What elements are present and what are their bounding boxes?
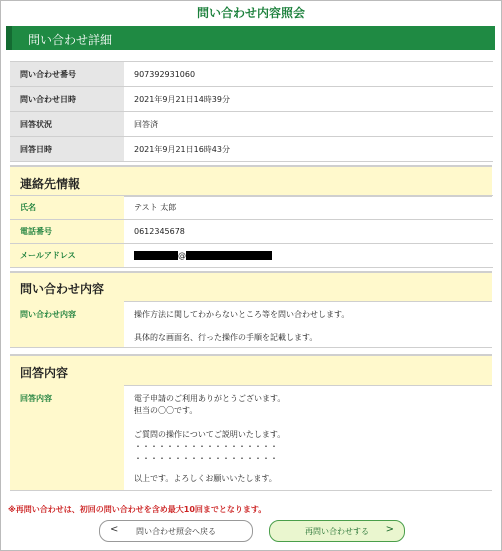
answer-line: ・・・・・・・・・・・・・・・・・・ bbox=[134, 442, 278, 451]
row-label: 回答状況 bbox=[10, 112, 124, 137]
inquiry-datetime-value: 2021年9月21日14時39分 bbox=[124, 87, 493, 112]
table-row bbox=[10, 87, 493, 112]
redacted-block bbox=[186, 251, 272, 260]
back-to-inquiry-list-button[interactable] bbox=[99, 520, 253, 542]
inquiry-content-label: 問い合わせ内容 bbox=[20, 310, 76, 319]
row-label: 氏名 bbox=[10, 196, 124, 220]
answer-line: 電子申請のご利用ありがとうございます。 bbox=[134, 394, 286, 403]
email-at-sign: @ bbox=[178, 251, 186, 260]
row-label: 問い合わせ日時 bbox=[10, 87, 124, 112]
phone-value: 0612345678 bbox=[124, 220, 493, 244]
answer-status-value: 回答済 bbox=[124, 112, 493, 137]
table-row bbox=[10, 137, 493, 162]
inquiry-content-cell bbox=[124, 301, 492, 348]
answer-content-cell bbox=[124, 385, 492, 491]
name-value: テスト 太郎 bbox=[124, 196, 493, 220]
inquiry-line: 操作方法に関してわからないところ等を問い合わせします。 bbox=[134, 310, 350, 319]
back-button-label: 問い合わせ照会へ戻る bbox=[136, 527, 216, 536]
chevron-right-icon: > bbox=[385, 524, 394, 535]
redacted-block bbox=[134, 251, 178, 260]
answer-section-header bbox=[10, 354, 492, 386]
inquiry-line: 具体的な画面名、行った操作の手順を記載します。 bbox=[134, 333, 318, 342]
answer-content-label: 回答内容 bbox=[20, 394, 52, 403]
page-title: 問い合わせ内容照会 bbox=[196, 6, 305, 20]
inquiry-info-table bbox=[10, 61, 493, 162]
answer-section-title: 回答内容 bbox=[20, 366, 69, 380]
contact-section-header bbox=[10, 165, 492, 197]
row-label: 電話番号 bbox=[10, 220, 124, 244]
answer-line: 担当の〇〇です。 bbox=[134, 406, 198, 415]
email-value bbox=[124, 244, 493, 268]
header-accent-bar bbox=[6, 26, 12, 50]
reinquire-button-label: 再問い合わせする bbox=[305, 527, 369, 536]
detail-header bbox=[6, 26, 495, 50]
contact-table bbox=[10, 195, 493, 268]
contact-section-title: 連絡先情報 bbox=[20, 177, 81, 191]
answer-line: 以上です。よろしくお願いいたします。 bbox=[134, 474, 277, 483]
row-label: 回答日時 bbox=[10, 137, 124, 162]
inquiry-section-header bbox=[10, 271, 492, 302]
table-row bbox=[10, 220, 493, 244]
detail-header-title: 問い合わせ詳細 bbox=[28, 33, 113, 47]
answer-line: ・・・・・・・・・・・・・・・・・・ bbox=[134, 454, 278, 463]
answer-content-label-cell bbox=[10, 385, 124, 491]
inquiry-section-title: 問い合わせ内容 bbox=[20, 282, 105, 296]
reinquiry-limit-note: ※再問い合わせは、初回の問い合わせを含め最大10回までとなります。 bbox=[8, 505, 267, 514]
table-row bbox=[10, 196, 493, 220]
chevron-left-icon: < bbox=[110, 524, 119, 535]
reinquire-button[interactable] bbox=[269, 520, 405, 542]
row-label: 問い合わせ番号 bbox=[10, 62, 124, 87]
table-row bbox=[10, 62, 493, 87]
row-label: メールアドレス bbox=[10, 244, 124, 268]
inquiry-number-value: 907392931060 bbox=[124, 62, 493, 87]
answer-line: ご質問の操作についてご説明いたします。 bbox=[134, 430, 286, 439]
answer-datetime-value: 2021年9月21日16時43分 bbox=[124, 137, 493, 162]
table-row bbox=[10, 112, 493, 137]
table-row bbox=[10, 244, 493, 268]
inquiry-content-label-cell bbox=[10, 301, 124, 348]
